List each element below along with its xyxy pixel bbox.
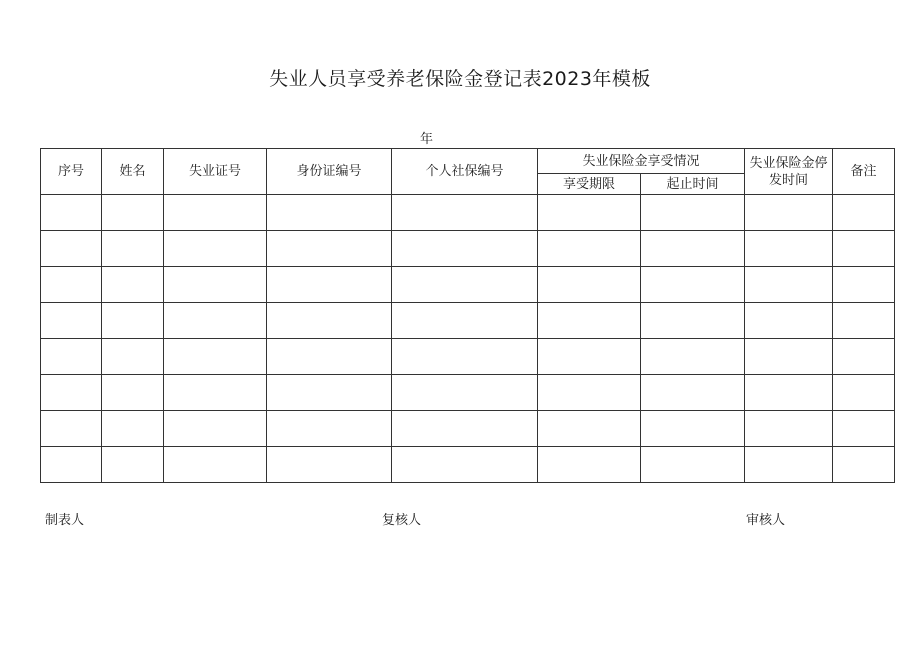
table-cell [102,195,164,231]
table-cell [833,267,895,303]
table-cell [745,195,833,231]
table-cell [164,231,267,267]
table-cell [641,339,745,375]
table-cell [41,447,102,483]
table-cell [41,267,102,303]
year-label: 年 [420,132,434,147]
table-cell [641,447,745,483]
table-cell [745,267,833,303]
table-cell [833,303,895,339]
table-cell [833,231,895,267]
header-start-end-time: 起止时间 [641,174,745,195]
table-cell [745,231,833,267]
table-row [41,447,895,483]
table-cell [538,231,641,267]
table-cell [538,375,641,411]
table-cell [641,375,745,411]
header-pension-status: 失业保险金享受情况 [538,149,745,174]
table-row [41,195,895,231]
table-cell [745,339,833,375]
table-cell [102,339,164,375]
table-row [41,303,895,339]
table-cell [641,411,745,447]
register-table [40,148,895,483]
table-cell [538,267,641,303]
table-row [41,231,895,267]
table-cell [164,411,267,447]
table-cell [267,447,392,483]
table-cell [267,231,392,267]
header-unemployment-cert: 失业证号 [164,149,267,195]
table-cell [164,375,267,411]
table-cell [41,411,102,447]
table-cell [641,195,745,231]
table-row [41,411,895,447]
header-stop-time: 失业保险金停发时间 [745,149,833,195]
table-cell [392,339,538,375]
table-cell [641,303,745,339]
table-cell [745,411,833,447]
table-cell [102,231,164,267]
header-name: 姓名 [102,149,164,195]
table-cell [745,303,833,339]
table-cell [392,447,538,483]
table-cell [164,267,267,303]
table-cell [538,447,641,483]
table-cell [833,339,895,375]
table-cell [392,303,538,339]
table-cell [41,339,102,375]
header-seq: 序号 [41,149,102,195]
table-cell [164,447,267,483]
table-cell [267,411,392,447]
header-id-number: 身份证编号 [267,149,392,195]
table-cell [392,375,538,411]
table-row [41,375,895,411]
table-row [41,339,895,375]
table-cell [267,195,392,231]
table-cell [538,195,641,231]
table-cell [102,447,164,483]
header-remarks: 备注 [833,149,895,195]
table-cell [833,411,895,447]
table-cell [392,195,538,231]
table-cell [641,267,745,303]
document-title: 失业人员享受养老保险金登记表2023年模板 [269,68,651,90]
table-cell [102,267,164,303]
table-cell [392,267,538,303]
table-cell [833,195,895,231]
table-cell [833,447,895,483]
table-cell [392,411,538,447]
table-row [41,267,895,303]
auditor-label: 审核人 [746,513,786,528]
table-cell [392,231,538,267]
table-cell [41,375,102,411]
table-cell [538,339,641,375]
table-cell [102,303,164,339]
table-cell [267,339,392,375]
table-cell [641,231,745,267]
table-cell [41,303,102,339]
table-cell [164,303,267,339]
reviewer-label: 复核人 [382,513,422,528]
table-cell [267,303,392,339]
table-cell [538,303,641,339]
preparer-label: 制表人 [45,513,85,528]
table-cell [745,447,833,483]
header-pension-period: 享受期限 [538,174,641,195]
header-social-security-no: 个人社保编号 [392,149,538,195]
table-body [41,195,895,483]
table-cell [745,375,833,411]
table-cell [102,375,164,411]
table-cell [164,339,267,375]
table-cell [41,195,102,231]
table-cell [538,411,641,447]
table-cell [267,375,392,411]
table-cell [833,375,895,411]
table-cell [267,267,392,303]
table-cell [164,195,267,231]
table-cell [102,411,164,447]
table-cell [41,231,102,267]
